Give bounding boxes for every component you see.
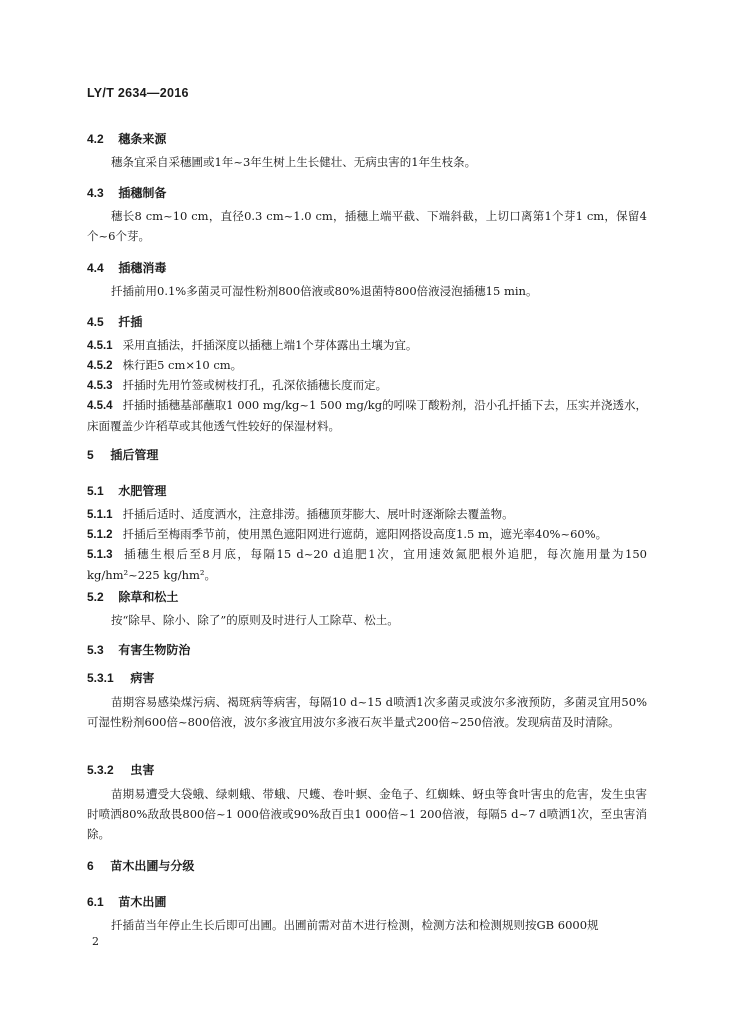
heading-5-3-2 [87,761,154,778]
heading-title: 插后管理 [110,448,159,462]
clause-number: 4.5.3 [87,380,113,392]
clause-5-1-3 [87,544,647,585]
heading-number: 4.3 [87,186,104,200]
heading-title: 苗木出圃与分级 [110,859,195,873]
heading-4-3 [87,184,166,201]
clause-text: 扦插后至梅雨季节前，使用黑色遮阳网进行遮荫，遮阳网搭设高度1.5 m，遮光率40%~60%。 [122,527,608,541]
clause-text: 插穗生根后至8月底，每隔15 d~20 d追肥1次，宜用速效氮肥根外追肥，每次施用量为150 kg/hm²~225 kg/hm²。 [87,547,647,582]
heading-number: 4.4 [87,261,104,275]
heading-6 [87,857,194,874]
heading-4-2 [87,130,166,147]
document-code: LY/T 2634—2016 [87,86,189,100]
heading-title: 扦插 [118,315,143,329]
paragraph-6-1: 扦插苗当年停止生长后即可出圃。出圃前需对苗木进行检测，检测方法和检测规则按GB 6000规 [111,918,599,932]
clause-5-1-2 [87,524,647,545]
clause-number: 4.5.4 [87,400,113,412]
paragraph-4-2: 穗条宜采自采穗圃或1年~3年生树上生长健壮、无病虫害的1年生枝条。 [111,155,477,169]
clause-text: 扦插时插穗基部蘸取1 000 mg/kg~1 500 mg/kg的吲哚丁酸粉剂，沿小孔扦插下去，压实并浇透水，床面覆盖少许稻草或其他透气性较好的保湿材料。 [87,398,647,433]
heading-title: 虫害 [130,763,155,777]
clause-4-5-2 [87,355,647,376]
heading-5-3 [87,641,190,658]
clause-text: 扦插后适时、适度洒水，注意排涝。插穗顶芽膨大、展叶时逐渐除去覆盖物。 [122,507,514,521]
heading-number: 4.5 [87,315,104,329]
heading-title: 除草和松土 [118,590,179,604]
paragraph-5-3-1: 苗期容易感染煤污病、褐斑病等病害，每隔10 d~15 d喷洒1次多菌灵或波尔多液预防，多菌灵宜用50%可湿性粉剂600倍~800倍液，波尔多液宜用波尔多液石灰半量式200倍~250倍液。发现病苗及时清除。 [87,695,647,729]
heading-number: 6.1 [87,895,104,909]
heading-number: 5.3.2 [87,763,114,777]
paragraph-5-3-2: 苗期易遭受大袋蛾、绿刺蛾、带蛾、尺蠖、卷叶螟、金龟子、红蜘蛛、蚜虫等食叶害虫的危害，发生虫害时喷洒80%敌敌畏800倍~1 000倍液或90%敌百虫1 000倍~1 200倍液，每隔5 d~7 d喷洒1次，至虫害消除。 [87,787,647,841]
heading-number: 5.2 [87,590,104,604]
heading-title: 有害生物防治 [118,643,191,657]
heading-5-1 [87,482,166,499]
clause-number: 4.5.2 [87,360,113,372]
paragraph-4-4: 扦插前用0.1%多菌灵可湿性粉剂800倍液或80%退菌特800倍液浸泡插穗15 min。 [111,284,538,298]
heading-6-1 [87,893,166,910]
heading-number: 5 [87,448,94,462]
heading-5-2 [87,588,178,605]
clause-number: 5.1.2 [87,529,113,541]
heading-5 [87,446,158,463]
heading-title: 病害 [130,671,155,685]
paragraph-5-2: 按“除早、除小、除了”的原则及时进行人工除草、松土。 [111,613,399,627]
clause-number: 4.5.1 [87,340,113,352]
clause-4-5-1 [87,335,647,356]
heading-number: 6 [87,859,94,873]
heading-title: 插穗消毒 [118,261,167,275]
heading-title: 穗条来源 [118,132,167,146]
clause-4-5-4 [87,395,647,436]
clause-number: 5.1.3 [87,549,113,561]
heading-title: 水肥管理 [118,484,167,498]
heading-number: 5.3.1 [87,671,114,685]
heading-4-5 [87,313,142,330]
heading-number: 4.2 [87,132,104,146]
heading-number: 5.3 [87,643,104,657]
page-number: 2 [92,935,99,948]
clause-number: 5.1.1 [87,509,113,521]
clause-text: 采用直插法，扦插深度以插穗上端1个芽体露出土壤为宜。 [122,338,418,352]
clause-text: 扦插时先用竹签或树枝打孔，孔深依插穗长度而定。 [122,378,388,392]
heading-title: 苗木出圃 [118,895,167,909]
clause-text: 株行距5 cm×10 cm。 [122,358,243,372]
heading-5-3-1 [87,669,154,686]
heading-title: 插穗制备 [118,186,167,200]
clause-5-1-1 [87,504,647,525]
heading-number: 5.1 [87,484,104,498]
paragraph-4-3: 穗长8 cm~10 cm，直径0.3 cm~1.0 cm，插穗上端平截、下端斜截，上切口离第1个芽1 cm，保留4个~6个芽。 [87,209,647,243]
heading-4-4 [87,259,166,276]
clause-4-5-3 [87,375,647,396]
